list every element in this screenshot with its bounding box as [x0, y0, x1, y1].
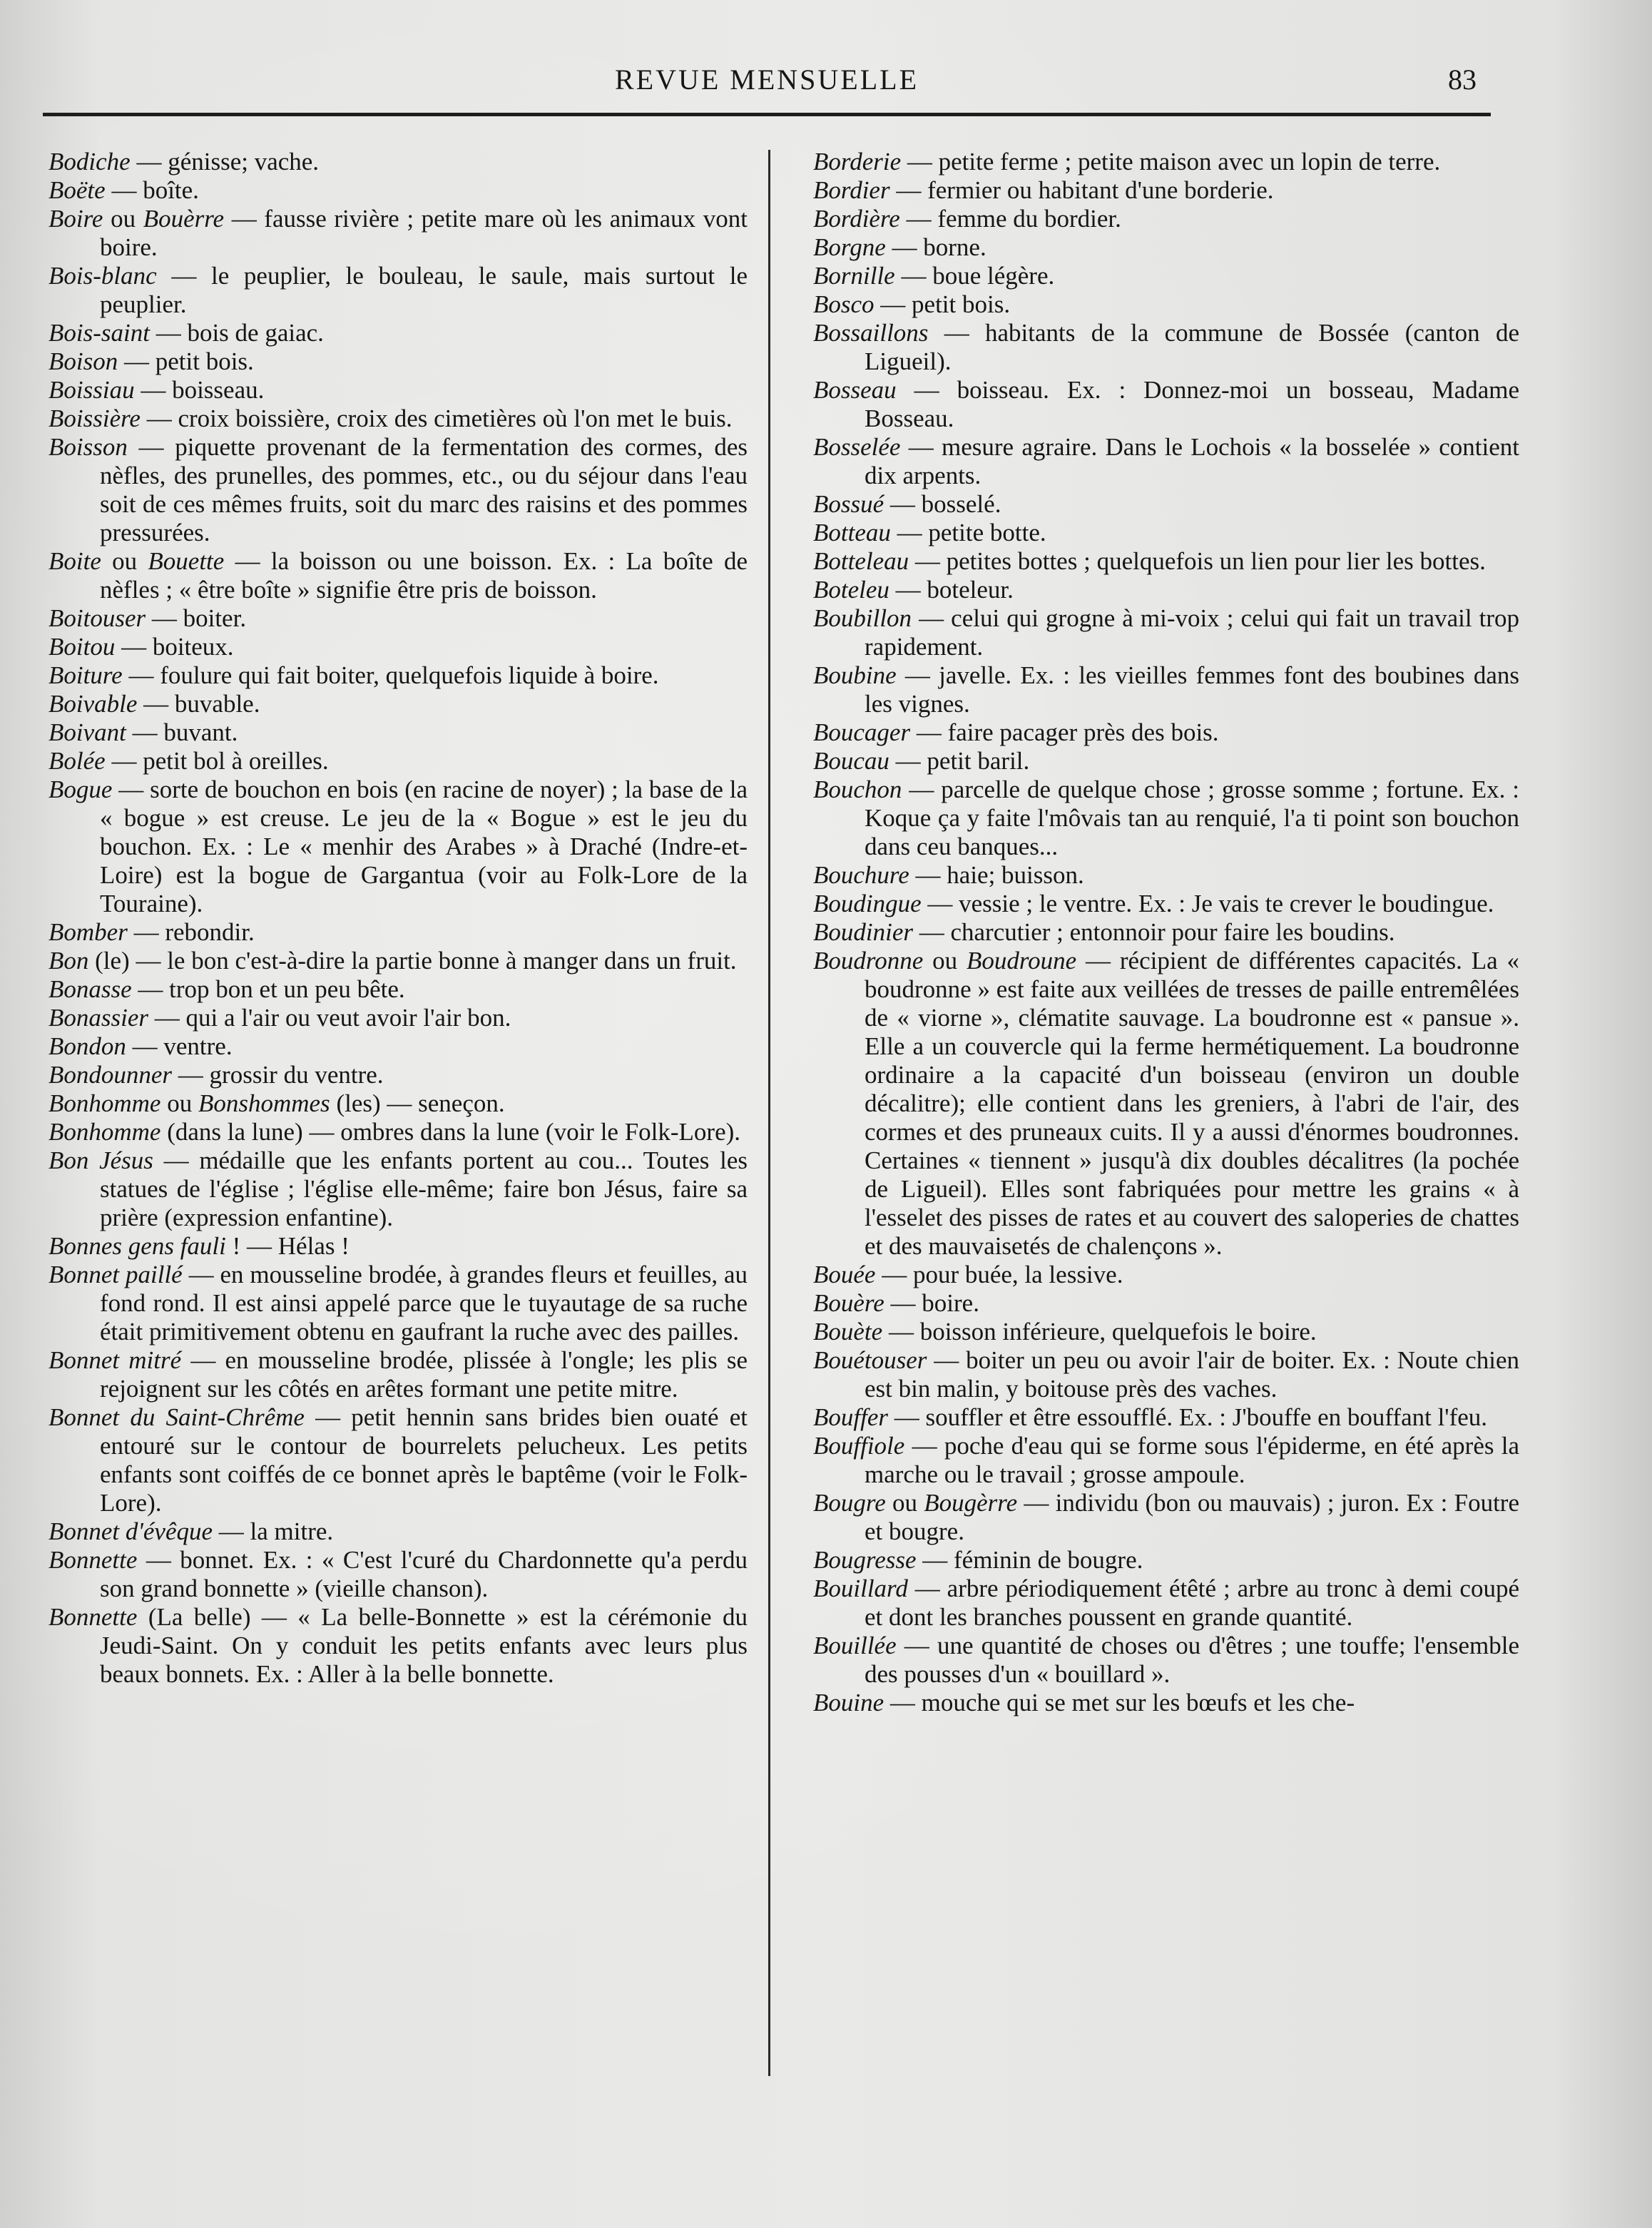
dictionary-entry: [813, 1432, 1519, 1489]
dictionary-entry: [49, 1546, 748, 1603]
headword: Boissiau: [49, 376, 135, 404]
headword: Boudinier: [813, 918, 913, 946]
headword: Boite: [49, 547, 101, 575]
headword: Bougresse: [813, 1546, 917, 1574]
dictionary-entry: [49, 690, 748, 718]
definition: — arbre périodiquement étêté ; arbre au tronc à demi coupé et dont les branches poussent en grande quantité.: [865, 1575, 1519, 1631]
definition: — croix boissière, croix des cimetières où l'on met le buis.: [140, 405, 733, 432]
dictionary-entry: [813, 1346, 1519, 1403]
headword: Bosco: [813, 290, 875, 318]
headword: Boisson: [49, 433, 128, 461]
dictionary-entry: [49, 1061, 748, 1089]
definition: — petite botte.: [890, 519, 1046, 546]
headword: Bouète: [813, 1318, 883, 1346]
headword: Boiture: [49, 661, 123, 689]
definition: — une quantité de choses ou d'êtres ; une touffe; l'ensemble des pousses d'un « bouillard ».: [865, 1632, 1519, 1688]
headword-conjunction: ou: [103, 205, 143, 233]
headword: Bouchon: [813, 775, 902, 803]
headword: Bosselée: [813, 433, 901, 461]
headword: Bouillard: [813, 1575, 908, 1602]
definition: — fermier ou habitant d'une borderie.: [889, 176, 1274, 204]
dictionary-entry: [813, 604, 1519, 661]
headword: Bodiche: [49, 148, 131, 176]
dictionary-entry: [813, 918, 1519, 947]
definition: — charcutier ; entonnoir pour faire les boudins.: [912, 918, 1395, 946]
dictionary-entry: [49, 547, 748, 604]
dictionary-entry: [49, 205, 748, 262]
running-header: [43, 63, 1491, 106]
headword: Boubine: [813, 661, 897, 689]
dictionary-entry: [49, 604, 748, 633]
dictionary-entry: [49, 661, 748, 690]
dictionary-entry: [49, 1261, 748, 1346]
dictionary-entry: [49, 262, 748, 319]
dictionary-entry: [49, 1232, 748, 1261]
definition: — trop bon et un peu bête.: [131, 975, 405, 1003]
page-number: 83: [1448, 63, 1477, 96]
headword: Bondon: [49, 1032, 126, 1060]
dictionary-entry: [49, 148, 748, 176]
dictionary-entry: [49, 1517, 748, 1546]
headword: Bonasse: [49, 975, 132, 1003]
dictionary-entry: [49, 918, 748, 947]
headword: Bolée: [49, 747, 106, 775]
dictionary-entry: [813, 319, 1519, 376]
headword-variant: Bouette: [148, 547, 225, 575]
definition: — boisseau. Ex. : Donnez-moi un bosseau, Madame Bosseau.: [865, 376, 1519, 432]
dictionary-entry: [49, 176, 748, 205]
headword: Boison: [49, 347, 118, 375]
definition: — buvable.: [137, 690, 260, 718]
definition: — fausse rivière ; petite mare où les animaux vont boire.: [100, 205, 748, 261]
definition: — génisse; vache.: [130, 148, 320, 176]
dictionary-entry: [813, 519, 1519, 547]
definition: — poche d'eau qui se forme sous l'épiderme, en été après la marche ou le travail ; grosse ampoule.: [865, 1432, 1519, 1488]
dictionary-entry: [813, 205, 1519, 233]
headword-variant: Bougèrre: [924, 1489, 1018, 1517]
definition: — le peuplier, le bouleau, le saule, mais surtout le peuplier.: [100, 262, 748, 318]
definition: — buvant.: [126, 718, 238, 746]
definition: — qui a l'air ou veut avoir l'air bon.: [148, 1004, 511, 1032]
left-column: [49, 148, 748, 1689]
definition: — bosselé.: [884, 490, 1001, 518]
headword: Boudingue: [813, 890, 922, 917]
dictionary-entry: [813, 1489, 1519, 1546]
dictionary-entry: [49, 947, 748, 975]
definition: — récipient de différentes capacités. La « boudronne » est faite aux veillées de tresses de paille entremêlées de « viorne », clématite sauvage. La boudronne est « pansue ». Elle a un couvercle qui la ferme hermétiquement. La boudronne ordinaire a la capacité d'un boisseau (environ un double décalitre); elle contient dans les greniers, à l'abri de l'air, des cormes et des pruneaux cuits. Il y a aussi d'énormes boudronnes. Certaines « tiennent » jusqu'à dix doubles décalitres (la pochée de Ligueil). Elles sont fabriquées pour mettre les grains « à l'esselet des pisses de rates et au couvert des saloperies de chattes et des mauvaisetés de chalençons ».: [865, 947, 1520, 1260]
headword: Boitouser: [49, 604, 146, 632]
dictionary-entry: [49, 433, 748, 547]
headword: Bosseau: [813, 376, 897, 404]
headword: Bogue: [49, 775, 113, 803]
headword: Boitou: [49, 633, 116, 661]
headword: Bonnet du Saint-Chrême: [49, 1403, 305, 1431]
definition: — bonnet. Ex. : « C'est l'curé du Chardonnette qu'a perdu son grand bonnette » (vieille chanson).: [100, 1546, 748, 1602]
dictionary-entry: [813, 1575, 1519, 1632]
definition: — femme du bordier.: [899, 205, 1121, 233]
dictionary-entry: [49, 405, 748, 433]
dictionary-entry: [49, 975, 748, 1004]
dictionary-entry: [49, 1346, 748, 1403]
definition: — petit baril.: [889, 747, 1030, 775]
dictionary-entry: [813, 718, 1519, 747]
headword: Bonhomme: [49, 1118, 161, 1146]
dictionary-entry: [813, 1632, 1519, 1689]
headword: Bornille: [813, 262, 895, 290]
dictionary-entry: [813, 148, 1519, 176]
dictionary-entry: [49, 376, 748, 405]
definition: — boiteux.: [115, 633, 234, 661]
definition: (le) — le bon c'est-à-dire la partie bonne à manger dans un fruit.: [88, 947, 737, 975]
headword-variant: Bonshommes: [198, 1089, 330, 1117]
headword-conjunction: ou: [160, 1089, 198, 1117]
headword: Bonnet d'évêque: [49, 1517, 213, 1545]
headword: Bouchure: [813, 861, 909, 889]
definition: — haie; buisson.: [909, 861, 1084, 889]
column-divider: [768, 150, 770, 2076]
dictionary-entry: [813, 433, 1519, 490]
headword: Bossaillons: [813, 319, 929, 347]
headword: Botteleau: [813, 547, 909, 575]
dictionary-entry: [49, 1089, 748, 1118]
definition: — vessie ; le ventre. Ex. : Je vais te crever le boudingue.: [921, 890, 1494, 917]
journal-title: REVUE MENSUELLE: [614, 63, 919, 96]
definition: — grossir du ventre.: [172, 1061, 384, 1089]
headword: Bon: [49, 947, 89, 975]
definition: — boteleur.: [889, 576, 1014, 604]
dictionary-entry: [813, 947, 1519, 1261]
definition: — javelle. Ex. : les vieilles femmes font des boubines dans les vignes.: [865, 661, 1519, 718]
definition: — bois de gaiac.: [149, 319, 324, 347]
dictionary-entry: [49, 1032, 748, 1061]
definition: — petite ferme ; petite maison avec un lopin de terre.: [901, 148, 1441, 176]
dictionary-entry: [813, 1546, 1519, 1575]
dictionary-entry: [813, 775, 1519, 861]
definition: — en mousseline brodée, à grandes fleurs et feuilles, au fond rond. Il est ainsi appelé parce que le tuyautage de sa ruche était primitivement obtenu en gaufrant la ruche avec des pailles.: [100, 1261, 748, 1346]
dictionary-entry: [49, 775, 748, 918]
dictionary-entry: [813, 233, 1519, 262]
definition: — souffler et être essoufflé. Ex. : J'bouffe en bouffant l'feu.: [887, 1403, 1488, 1431]
headword: Boubillon: [813, 604, 912, 632]
definition: ! — Hélas !: [225, 1232, 350, 1260]
headword-conjunction: ou: [101, 547, 148, 575]
definition: — parcelle de quelque chose ; grosse somme ; fortune. Ex. : Koque ça y faite l'môvais tan au renquié, l'a ti point son bouchon dans ceu banques...: [865, 775, 1519, 860]
dictionary-entry: [813, 176, 1519, 205]
definition: — foulure qui fait boiter, quelquefois liquide à boire.: [122, 661, 659, 689]
headword: Bouillée: [813, 1632, 897, 1659]
definition: — boire.: [884, 1289, 979, 1317]
headword: Bossué: [813, 490, 884, 518]
header-rule: [43, 113, 1491, 116]
definition: — petites bottes ; quelquefois un lien pour lier les bottes.: [909, 547, 1486, 575]
right-column: [813, 148, 1519, 1717]
headword: Bougre: [813, 1489, 886, 1517]
definition: — en mousseline brodée, plissée à l'ongle; les plis se rejoignent sur les côtés en arêtes formant une petite mitre.: [100, 1346, 748, 1403]
dictionary-entry: [813, 290, 1519, 319]
headword: Boëte: [49, 176, 106, 204]
dictionary-entry: [49, 347, 748, 376]
headword: Botteau: [813, 519, 891, 546]
dictionary-entry: [813, 861, 1519, 890]
headword: Bordier: [813, 176, 890, 204]
dictionary-entry: [813, 262, 1519, 290]
dictionary-entry: [813, 661, 1519, 718]
dictionary-entry: [49, 1403, 748, 1517]
dictionary-entry: [813, 1689, 1519, 1717]
definition: — petit bol à oreilles.: [105, 747, 329, 775]
dictionary-entry: [813, 890, 1519, 918]
definition: — individu (bon ou mauvais) ; juron. Ex : Foutre et bougre.: [865, 1489, 1519, 1545]
definition: — habitants de la commune de Bossée (canton de Ligueil).: [865, 319, 1519, 375]
dictionary-entry: [49, 718, 748, 747]
dictionary-entry: [813, 747, 1519, 775]
definition: — pour buée, la lessive.: [875, 1261, 1123, 1288]
dictionary-entry: [49, 633, 748, 661]
dictionary-entry: [813, 1318, 1519, 1346]
definition: (La belle) — « La belle-Bonnette » est la cérémonie du Jeudi-Saint. On y conduit les petits enfants avec leurs plus beaux bonnets. Ex. : Aller à la belle bonnette.: [100, 1603, 748, 1688]
headword-variant: Bouèrre: [143, 205, 225, 233]
headword-conjunction: ou: [923, 947, 967, 975]
definition: — petit bois.: [118, 347, 254, 375]
dictionary-entry: [49, 747, 748, 775]
dictionary-entry: [813, 576, 1519, 604]
definition: — médaille que les enfants portent au cou... Toutes les statues de l'église ; l'église elle-même; faire bon Jésus, faire sa prière (expression enfantine).: [100, 1146, 748, 1231]
headword: Bomber: [49, 918, 128, 946]
headword: Bordière: [813, 205, 900, 233]
headword: Bouffiole: [813, 1432, 905, 1460]
definition: — boisson inférieure, quelquefois le boire.: [882, 1318, 1317, 1346]
definition: — ventre.: [126, 1032, 233, 1060]
headword: Bonhomme: [49, 1089, 161, 1117]
definition: — la mitre.: [213, 1517, 334, 1545]
headword: Borgne: [813, 233, 886, 261]
definition: — rebondir.: [127, 918, 255, 946]
headword-conjunction: ou: [885, 1489, 924, 1517]
headword: Bouère: [813, 1289, 884, 1317]
headword: Boucager: [813, 718, 911, 746]
headword: Bouffer: [813, 1403, 888, 1431]
definition: — borne.: [885, 233, 986, 261]
headword: Bois-blanc: [49, 262, 157, 290]
headword: Boivant: [49, 718, 126, 746]
headword: Bonassier: [49, 1004, 148, 1032]
headword: Bois-saint: [49, 319, 150, 347]
headword: Boivable: [49, 690, 138, 718]
headword: Bonnet mitré: [49, 1346, 182, 1374]
definition: — mesure agraire. Dans le Lochois « la bosselée » contient dix arpents.: [865, 433, 1519, 489]
headword: Borderie: [813, 148, 902, 176]
headword: Bondounner: [49, 1061, 173, 1089]
headword: Bonnes gens fauli: [49, 1232, 226, 1260]
dictionary-entry: [813, 490, 1519, 519]
headword: Bonnette: [49, 1546, 138, 1574]
definition: — la boisson ou une boisson. Ex. : La boîte de nèfles ; « être boîte » signifie être pris de boisson.: [100, 547, 748, 604]
headword: Bon Jésus: [49, 1146, 153, 1174]
headword: Boire: [49, 205, 103, 233]
definition: — piquette provenant de la fermentation des cormes, des nèfles, des prunelles, des pommes, etc., ou du séjour dans l'eau soit de ces mêmes fruits, soit du marc des raisins et des pommes pressurées.: [100, 433, 748, 546]
dictionary-entry: [49, 319, 748, 347]
headword: Boucau: [813, 747, 889, 775]
headword: Bouée: [813, 1261, 876, 1288]
definition: — boiter.: [146, 604, 247, 632]
dictionary-entry: [813, 1289, 1519, 1318]
dictionary-entry: [813, 547, 1519, 576]
definition: — faire pacager près des bois.: [910, 718, 1219, 746]
headword: Bouine: [813, 1689, 884, 1716]
definition: — petit hennin sans brides bien ouaté et entouré sur le contour de bourrelets pelucheux. Les petits enfants sont coiffés de ce bonnet après le baptême (voir le Folk-Lore).: [100, 1403, 748, 1517]
headword: Boteleu: [813, 576, 889, 604]
headword: Bonnette: [49, 1603, 138, 1631]
definition: — boîte.: [105, 176, 199, 204]
headword: Bouétouser: [813, 1346, 927, 1374]
definition: — boisseau.: [134, 376, 265, 404]
definition: — boiter un peu ou avoir l'air de boiter. Ex. : Noute chien est bin malin, y boitouse près des vaches.: [865, 1346, 1519, 1403]
definition: — féminin de bougre.: [916, 1546, 1143, 1574]
definition: (dans la lune) — ombres dans la lune (voir le Folk-Lore).: [160, 1118, 741, 1146]
definition: — mouche qui se met sur les bœufs et les che-: [884, 1689, 1355, 1716]
headword: Bonnet paillé: [49, 1261, 183, 1288]
dictionary-entry: [49, 1146, 748, 1232]
dictionary-entry: [49, 1603, 748, 1689]
definition: — petit bois.: [874, 290, 1011, 318]
definition: — sorte de bouchon en bois (en racine de noyer) ; la base de la « bogue » est creuse. Le jeu de la « Bogue » est le jeu du bouchon. Ex. : Le « menhir des Arabes » à Draché (Indre-et-Loire) est la bogue de Gargantua (voir au Folk-Lore de la Touraine).: [100, 775, 748, 917]
definition: — celui qui grogne à mi-voix ; celui qui fait un travail trop rapidement.: [865, 604, 1519, 661]
dictionary-entry: [813, 1261, 1519, 1289]
headword: Boudronne: [813, 947, 924, 975]
dictionary-entry: [813, 1403, 1519, 1432]
headword: Boissière: [49, 405, 141, 432]
dictionary-entry: [49, 1118, 748, 1146]
dictionary-entry: [49, 1004, 748, 1032]
definition: — boue légère.: [894, 262, 1055, 290]
definition: (les) — seneçon.: [330, 1089, 505, 1117]
headword-variant: Boudroune: [966, 947, 1077, 975]
dictionary-entry: [813, 376, 1519, 433]
